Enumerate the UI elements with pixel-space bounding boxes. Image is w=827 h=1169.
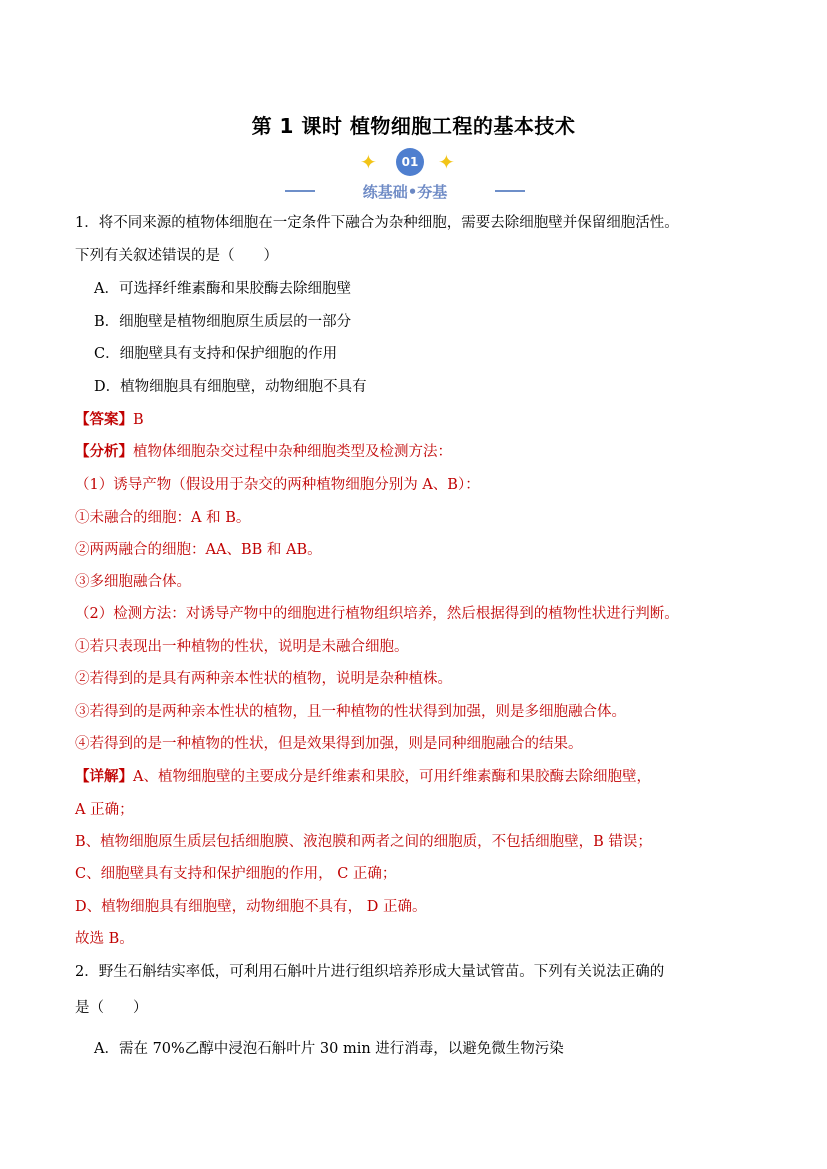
detail-tag: 【详解】 [75, 768, 133, 785]
detail-item: C、细胞壁具有支持和保护细胞的作用， C 正确； [75, 866, 397, 882]
page-title: 第 1 课时 植物细胞工程的基本技术 [251, 114, 576, 138]
analysis-text: 植物体细胞杂交过程中杂种细胞类型及检测方法： [133, 444, 452, 460]
detail-line [75, 767, 651, 787]
analysis-item: ①若只表现出一种植物的性状，说明是未融合细胞。 [75, 639, 409, 655]
detail-item: A 正确； [75, 802, 134, 818]
detail-item: D、植物细胞具有细胞壁，动物细胞不具有， D 正确。 [75, 899, 427, 915]
analysis-item: ④若得到的是一种植物的性状，但是效果得到加强，则是同种细胞融合的结果。 [75, 736, 583, 752]
question-2-stem-cont: 是（ ） [75, 1000, 148, 1016]
section-badge [340, 145, 520, 205]
question-1-option-a: A．可选择纤维素酶和果胶酶去除细胞壁 [94, 281, 351, 297]
analysis-item: ③若得到的是两种亲本性状的植物，且一种植物的性状得到加强，则是多细胞融合体。 [75, 704, 626, 720]
answer-tag: 【答案】 [75, 411, 133, 428]
analysis-item: ②若得到的是具有两种亲本性状的植物，说明是杂种植株。 [75, 671, 452, 687]
analysis-item: ①未融合的细胞：A 和 B。 [75, 510, 251, 526]
sparkle-icon: ✦ [438, 150, 455, 174]
section-number: 01 [396, 148, 424, 176]
analysis-item: （2）检测方法：对诱导产物中的细胞进行植物组织培养，然后根据得到的植物性状进行判断。 [75, 606, 679, 622]
analysis-line [75, 442, 452, 462]
question-1-option-c: C．细胞壁具有支持和保护细胞的作用 [94, 346, 338, 362]
answer-value: B [133, 412, 144, 428]
section-label-row [285, 181, 525, 201]
sparkle-icon: ✦ [360, 150, 377, 174]
divider [285, 190, 315, 192]
analysis-item: ③多细胞融合体。 [75, 574, 191, 590]
question-2-option-a: A．需在 70%乙醇中浸泡石斛叶片 30 min 进行消毒，以避免微生物污染 [94, 1041, 564, 1057]
question-1-option-d: D．植物细胞具有细胞壁，动物细胞不具有 [94, 379, 367, 395]
analysis-item: ②两两融合的细胞：AA、BB 和 AB。 [75, 542, 322, 558]
section-label: 练基础•夯基 [362, 183, 448, 201]
divider [495, 190, 525, 192]
question-2-stem: 2．野生石斛结实率低，可利用石斛叶片进行组织培养形成大量试管苗。下列有关说法正确的 [75, 964, 665, 980]
question-1-option-b: B．细胞壁是植物细胞原生质层的一部分 [94, 314, 352, 330]
analysis-tag: 【分析】 [75, 443, 133, 460]
question-1-stem: 1．将不同来源的植物体细胞在一定条件下融合为杂种细胞，需要去除细胞壁并保留细胞活性。 [75, 215, 679, 231]
answer-line [75, 410, 144, 430]
detail-item: 故选 B。 [75, 931, 134, 947]
detail-item: B、植物细胞原生质层包括细胞膜、液泡膜和两者之间的细胞质，不包括细胞壁，B 错误； [75, 834, 652, 850]
analysis-item: （1）诱导产物（假设用于杂交的两种植物细胞分别为 A、B）： [75, 477, 480, 493]
question-1-stem-cont: 下列有关叙述错误的是（ ） [75, 248, 278, 264]
detail-text: A、植物细胞壁的主要成分是纤维素和果胶，可用纤维素酶和果胶酶去除细胞壁， [133, 769, 651, 785]
